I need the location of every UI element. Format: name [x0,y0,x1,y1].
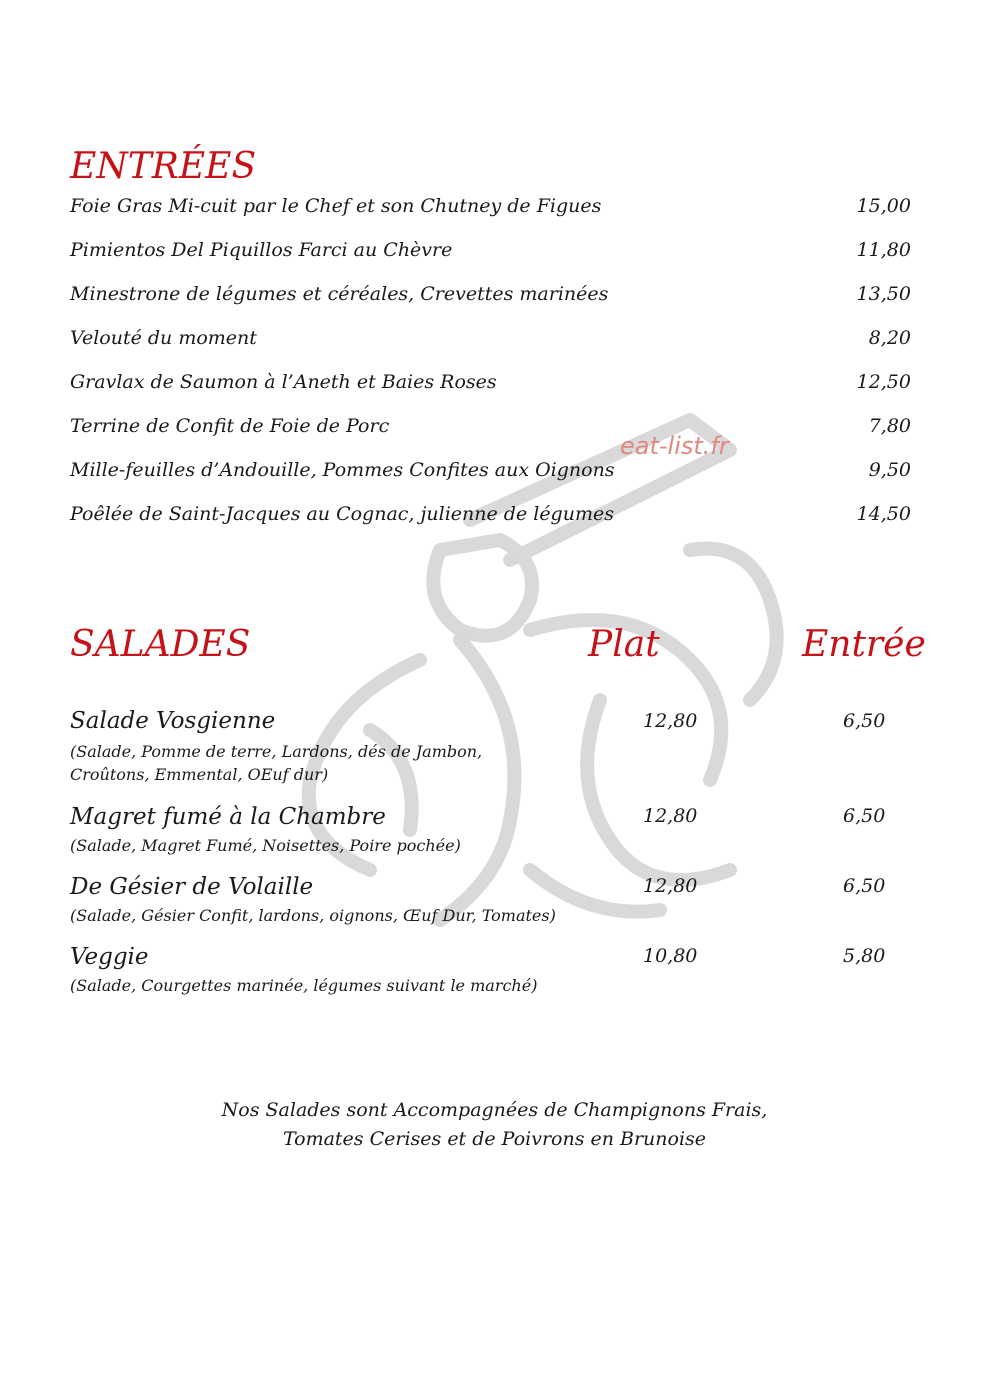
dish-price: 15,00 [856,195,911,217]
salad-name: Veggie [70,944,149,970]
entrees-heading: ENTRÉES [70,146,257,187]
salad-price-plat: 12,80 [643,710,698,732]
dish-name: Minestrone de légumes et céréales, Crevettes marinées [70,283,609,305]
salad-price-entree: 5,80 [843,945,886,967]
dish-name: Pimientos Del Piquillos Farci au Chèvre [70,239,453,261]
salad-price-entree: 6,50 [843,805,886,827]
dish-price: 9,50 [868,459,911,481]
salad-name: Magret fumé à la Chambre [70,804,386,830]
dish-name: Gravlax de Saumon à l’Aneth et Baies Roses [70,371,497,393]
salad-description: (Salade, Gésier Confit, lardons, oignons, Œuf Dur, Tomates) [70,906,556,925]
column-header-plat: Plat [588,624,660,665]
dish-price: 8,20 [868,327,911,349]
salad-name: Salade Vosgienne [70,708,276,734]
dish-price: 13,50 [856,283,911,305]
salad-price-entree: 6,50 [843,710,886,732]
salad-price-plat: 10,80 [643,945,698,967]
salad-description: (Salade, Magret Fumé, Noisettes, Poire pochée) [70,836,461,855]
salades-heading: SALADES [70,624,251,665]
dish-price: 12,50 [856,371,911,393]
dish-name: Poêlée de Saint-Jacques au Cognac, julienne de légumes [70,503,614,525]
dish-name: Foie Gras Mi-cuit par le Chef et son Chutney de Figues [70,195,602,217]
dish-price: 11,80 [856,239,911,261]
dish-price: 7,80 [868,415,911,437]
salad-price-plat: 12,80 [643,875,698,897]
dish-price: 14,50 [856,503,911,525]
chef-illustration [270,400,830,960]
salad-price-plat: 12,80 [643,805,698,827]
salad-description: (Salade, Courgettes marinée, légumes suivant le marché) [70,976,538,995]
salad-name: De Gésier de Volaille [70,874,314,900]
dish-name: Velouté du moment [70,327,257,349]
dish-name: Mille-feuilles d’Andouille, Pommes Confites aux Oignons [70,459,615,481]
site-watermark: eat-list.fr [620,432,729,460]
salad-description: (Salade, Pomme de terre, Lardons, dés de Jambon, [70,742,483,761]
salad-footnote-line: Tomates Cerises et de Poivrons en Brunoise [282,1128,707,1150]
dish-name: Terrine de Confit de Foie de Porc [70,415,390,437]
column-header-entree: Entrée [802,624,926,665]
salad-description: Croûtons, Emmental, OEuf dur) [70,765,329,784]
salad-price-entree: 6,50 [843,875,886,897]
salad-footnote-line: Nos Salades sont Accompagnées de Champignons Frais, [221,1099,768,1121]
